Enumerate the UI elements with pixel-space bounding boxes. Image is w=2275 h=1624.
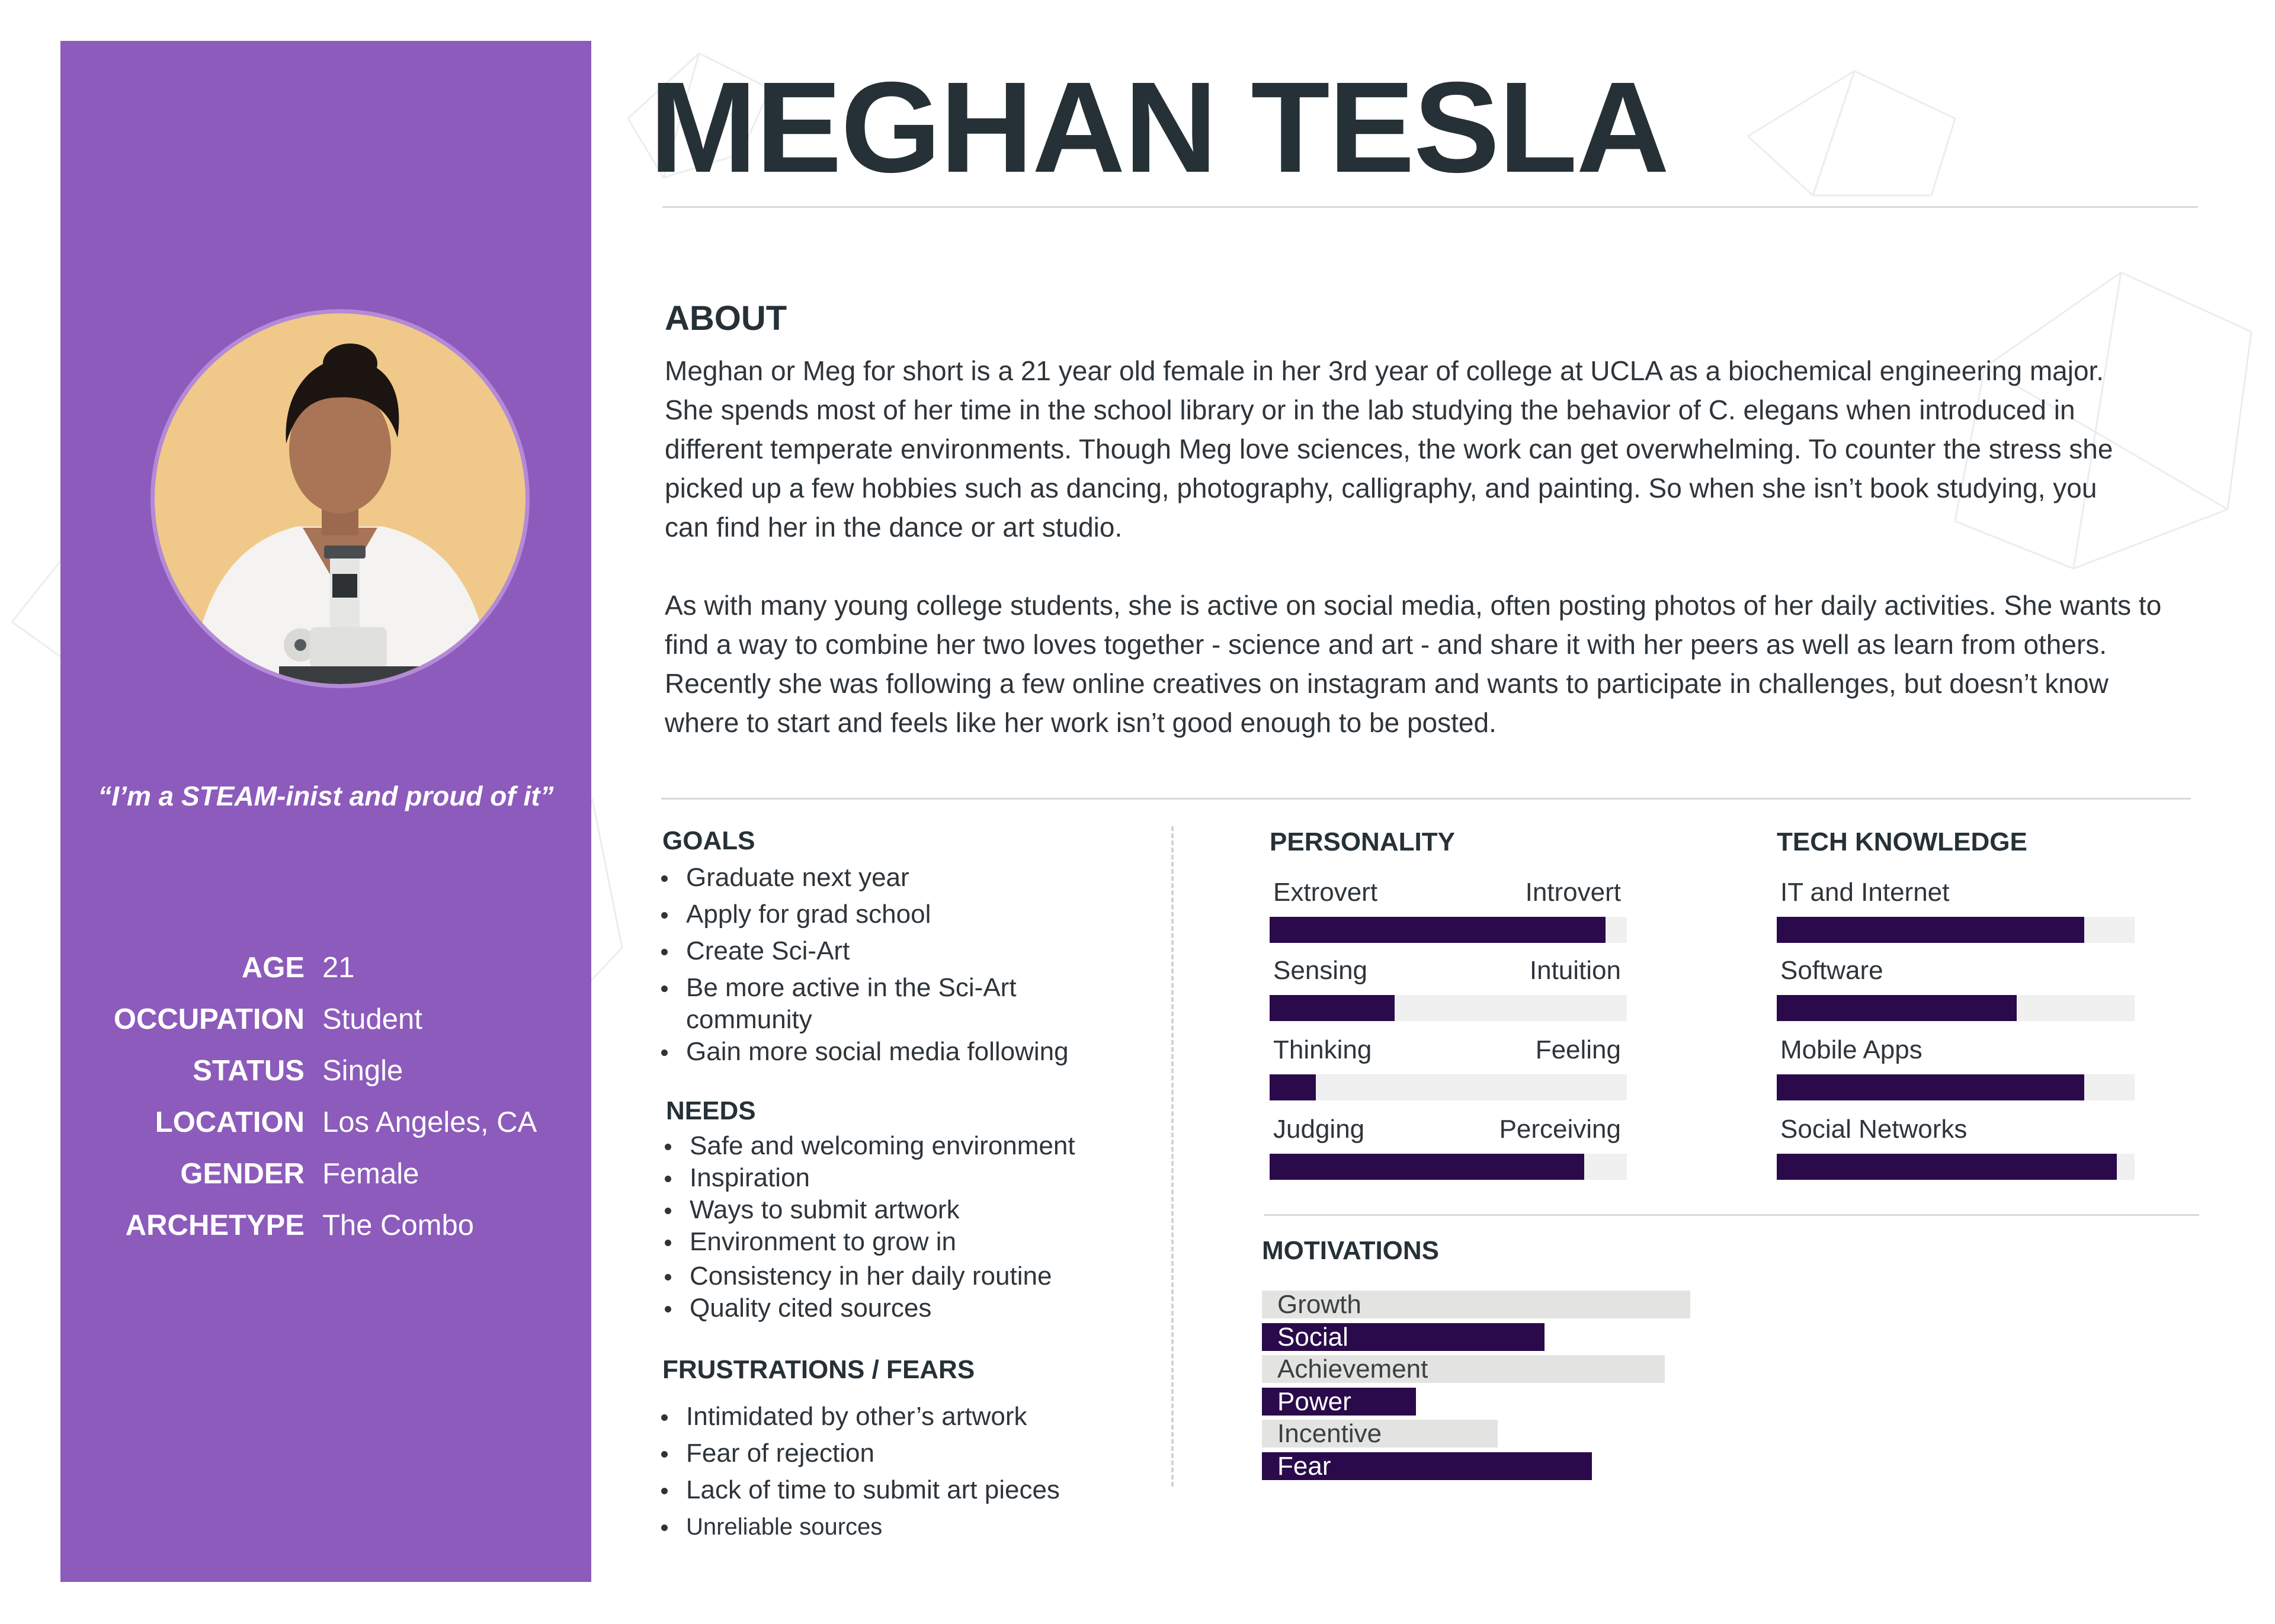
- tech-label: Software: [1780, 956, 1883, 985]
- scale-left-label: Judging: [1273, 1115, 1365, 1144]
- tech-track: [1777, 1154, 2135, 1180]
- scale-left-label: Extrovert: [1273, 878, 1378, 907]
- motivation-label: Power: [1277, 1387, 1351, 1416]
- list-item: Lack of time to submit art pieces: [660, 1474, 1169, 1506]
- profile-row-gender: [60, 1150, 591, 1198]
- section-divider: [661, 798, 2191, 800]
- needs-list: [664, 1130, 1173, 1324]
- profile-value: Female: [322, 1158, 419, 1190]
- tech-label: Social Networks: [1780, 1115, 1968, 1144]
- frustrations-heading: FRUSTRATIONS / FEARS: [662, 1355, 975, 1384]
- about-heading: ABOUT: [665, 299, 787, 338]
- list-item: Apply for grad school: [660, 898, 1134, 930]
- profile-value: 21: [322, 952, 355, 984]
- tech-label: Mobile Apps: [1780, 1035, 1922, 1064]
- scale-right-label: Introvert: [1525, 878, 1621, 907]
- scale-left-label: Sensing: [1273, 956, 1368, 985]
- scale-track: [1270, 995, 1627, 1021]
- scale-fill: [1270, 917, 1606, 943]
- profile-value: Single: [322, 1055, 403, 1087]
- list-item: Environment to grow in: [664, 1226, 1173, 1258]
- list-item: Safe and welcoming environment: [664, 1130, 1173, 1162]
- profile-row-status: [60, 1047, 591, 1095]
- header-divider: [662, 206, 2198, 208]
- motivation-label: Fear: [1277, 1451, 1331, 1481]
- profile-label: AGE: [241, 952, 305, 984]
- about-paragraph-2: As with many young college students, she is active on social media, often posting photos of her daily activities. She wants to find a way to combine her two loves together - science and art - and share it with her peers as well as learn from others. Recently she was following a few online creatives on instagram and wants to participate in challenges, but doesn’t know where to start and feels like her work isn’t good enough to be posted.: [665, 590, 2162, 738]
- frustrations-list: [660, 1401, 1169, 1543]
- list-item: Quality cited sources: [664, 1292, 1173, 1324]
- motivation-bar-social: [1262, 1323, 1690, 1351]
- personality-heading: PERSONALITY: [1270, 827, 1455, 856]
- scale-track: [1270, 1074, 1627, 1100]
- motivation-bar-power: [1262, 1388, 1690, 1416]
- motivations-divider: [1264, 1214, 2199, 1216]
- scale-right-label: Intuition: [1529, 956, 1621, 985]
- list-item: Unreliable sources: [660, 1511, 1169, 1543]
- goals-list: [660, 862, 1134, 1068]
- motivation-label: Social: [1277, 1322, 1348, 1352]
- list-item: Be more active in the Sci-Art community: [660, 972, 1134, 1036]
- scale-right-label: Feeling: [1535, 1035, 1621, 1064]
- about-paragraph-1: Meghan or Meg for short is a 21 year old female in her 3rd year of college at UCLA as a biochemical engineering major. She spends most of her time in the school library or in the lab studying the behavior of C. elegans when introduced in different temperate environments. Though Meg love sciences, the work can get overwhelming. To counter the stress she picked up a few hobbies such as dancing, photography, calligraphy, and painting. So when she isn’t book studying, you can find her in the dance or art studio.: [665, 355, 2113, 543]
- profile-value: Student: [322, 1003, 422, 1035]
- scale-fill: [1270, 995, 1395, 1021]
- profile-row-location: [60, 1099, 591, 1146]
- profile-photo: [150, 309, 530, 688]
- tech-track: [1777, 1074, 2135, 1100]
- tech-fill: [1777, 1154, 2117, 1180]
- motivations-heading: MOTIVATIONS: [1262, 1236, 1440, 1265]
- needs-heading: NEEDS: [666, 1096, 756, 1125]
- tech-heading: TECH KNOWLEDGE: [1777, 827, 2027, 856]
- persona-name: MEGHAN TESLA: [649, 56, 1668, 200]
- persona-quote: “I’m a STEAM-inist and proud of it”: [98, 781, 554, 811]
- list-item: Inspiration: [664, 1162, 1173, 1194]
- tech-fill: [1777, 995, 2017, 1021]
- list-item: Fear of rejection: [660, 1437, 1169, 1469]
- profile-value: The Combo: [322, 1209, 475, 1241]
- tech-fill: [1777, 917, 2084, 943]
- tech-fill: [1777, 1074, 2084, 1100]
- motivation-bar-fear: [1262, 1452, 1690, 1480]
- list-item: Intimidated by other’s artwork: [660, 1401, 1169, 1433]
- profile-row-archetype: [60, 1202, 591, 1249]
- profile-row-age: [60, 944, 591, 991]
- profile-value: Los Angeles, CA: [322, 1106, 537, 1138]
- tech-label: IT and Internet: [1780, 878, 1950, 907]
- motivation-bar-growth: [1262, 1291, 1690, 1318]
- motivation-bar-achievement: [1262, 1355, 1690, 1383]
- scale-track: [1270, 917, 1627, 943]
- profile-label: ARCHETYPE: [125, 1209, 305, 1241]
- motivation-bar-incentive: [1262, 1420, 1690, 1448]
- motivation-label: Achievement: [1277, 1355, 1428, 1384]
- motivation-label: Incentive: [1277, 1419, 1382, 1448]
- list-item: Create Sci-Art: [660, 935, 1134, 967]
- scale-right-label: Perceiving: [1499, 1115, 1621, 1144]
- profile-sidebar: [60, 41, 591, 1582]
- profile-label: GENDER: [180, 1158, 305, 1190]
- list-item: Gain more social media following: [660, 1036, 1134, 1068]
- tech-track: [1777, 917, 2135, 943]
- scale-fill: [1270, 1074, 1316, 1100]
- profile-row-occupation: [60, 996, 591, 1043]
- list-item: Graduate next year: [660, 862, 1134, 894]
- profile-label: OCCUPATION: [113, 1003, 305, 1035]
- goals-heading: GOALS: [662, 826, 755, 855]
- profile-label: LOCATION: [155, 1106, 305, 1138]
- list-item: Consistency in her daily routine: [664, 1260, 1173, 1292]
- column-divider: [1171, 826, 1174, 1487]
- scale-left-label: Thinking: [1273, 1035, 1372, 1064]
- scale-fill: [1270, 1154, 1584, 1180]
- profile-label: STATUS: [193, 1055, 305, 1087]
- motivation-label: Growth: [1277, 1290, 1361, 1319]
- tech-track: [1777, 995, 2135, 1021]
- list-item: Ways to submit artwork: [664, 1194, 1173, 1226]
- profile-photo-illustration: [155, 313, 526, 684]
- scale-track: [1270, 1154, 1627, 1180]
